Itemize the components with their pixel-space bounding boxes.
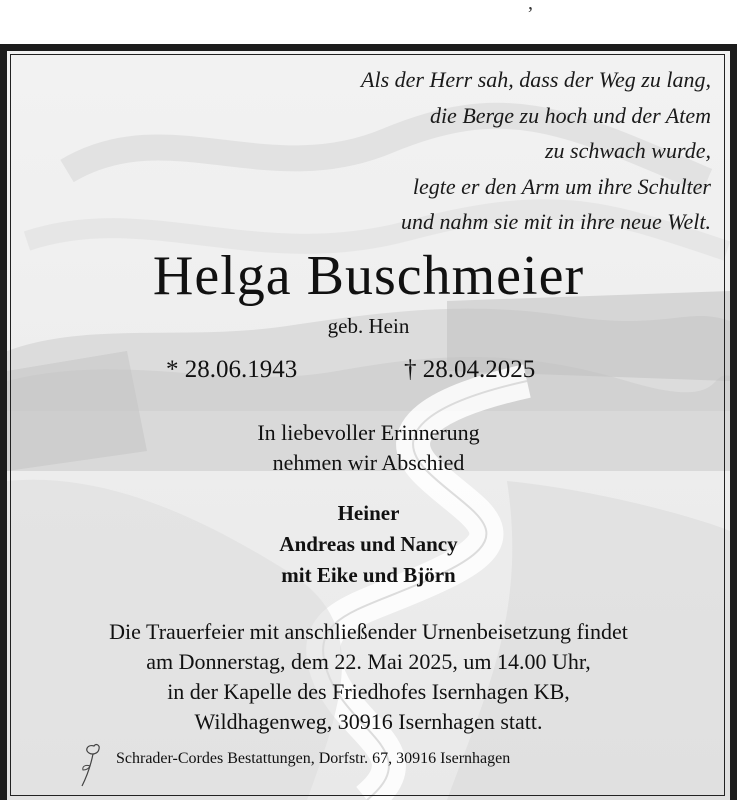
service-line: am Donnerstag, dem 22. Mai 2025, um 14.00 Uhr, [146, 649, 591, 674]
maiden-name: geb. Hein [327, 314, 410, 338]
memory-line: nehmen wir Abschied [272, 450, 465, 475]
memory-line: In liebevoller Erinnerung [257, 420, 480, 445]
deceased-name: Helga Buschmeier [152, 245, 585, 307]
rose-icon [74, 738, 114, 788]
poem-line: die Berge zu hoch und der Atem [429, 102, 711, 128]
mourner: Heiner [337, 501, 400, 525]
birth-date: * 28.06.1943 [166, 356, 298, 383]
mourners-list [0, 498, 737, 591]
service-details [0, 617, 737, 737]
death-date: † 28.04.2025 [404, 356, 536, 383]
service-line: Wildhagenweg, 30916 Isernhagen statt. [194, 709, 543, 734]
service-line: in der Kapelle des Friedhofes Isernhagen KB, [167, 679, 570, 704]
top-mark: , [528, 0, 533, 14]
top-strip [0, 0, 737, 44]
poem-line: legte er den Arm um ihre Schulter [412, 173, 711, 199]
poem-line: zu schwach wurde, [544, 138, 711, 163]
mourner: mit Eike und Björn [281, 563, 456, 587]
memory-text [0, 418, 737, 478]
poem-line: Als der Herr sah, dass der Weg zu lang, [361, 67, 711, 92]
service-line: Die Trauerfeier mit anschließender Urnenbeisetzung findet [109, 619, 628, 644]
poem-line: und nahm sie mit in ihre neue Welt. [401, 209, 711, 234]
mourner: Andreas und Nancy [279, 532, 458, 556]
funeral-home-info: Schrader-Cordes Bestattungen, Dorfstr. 67, 30916 Isernhagen [116, 750, 511, 767]
poem [191, 62, 711, 240]
